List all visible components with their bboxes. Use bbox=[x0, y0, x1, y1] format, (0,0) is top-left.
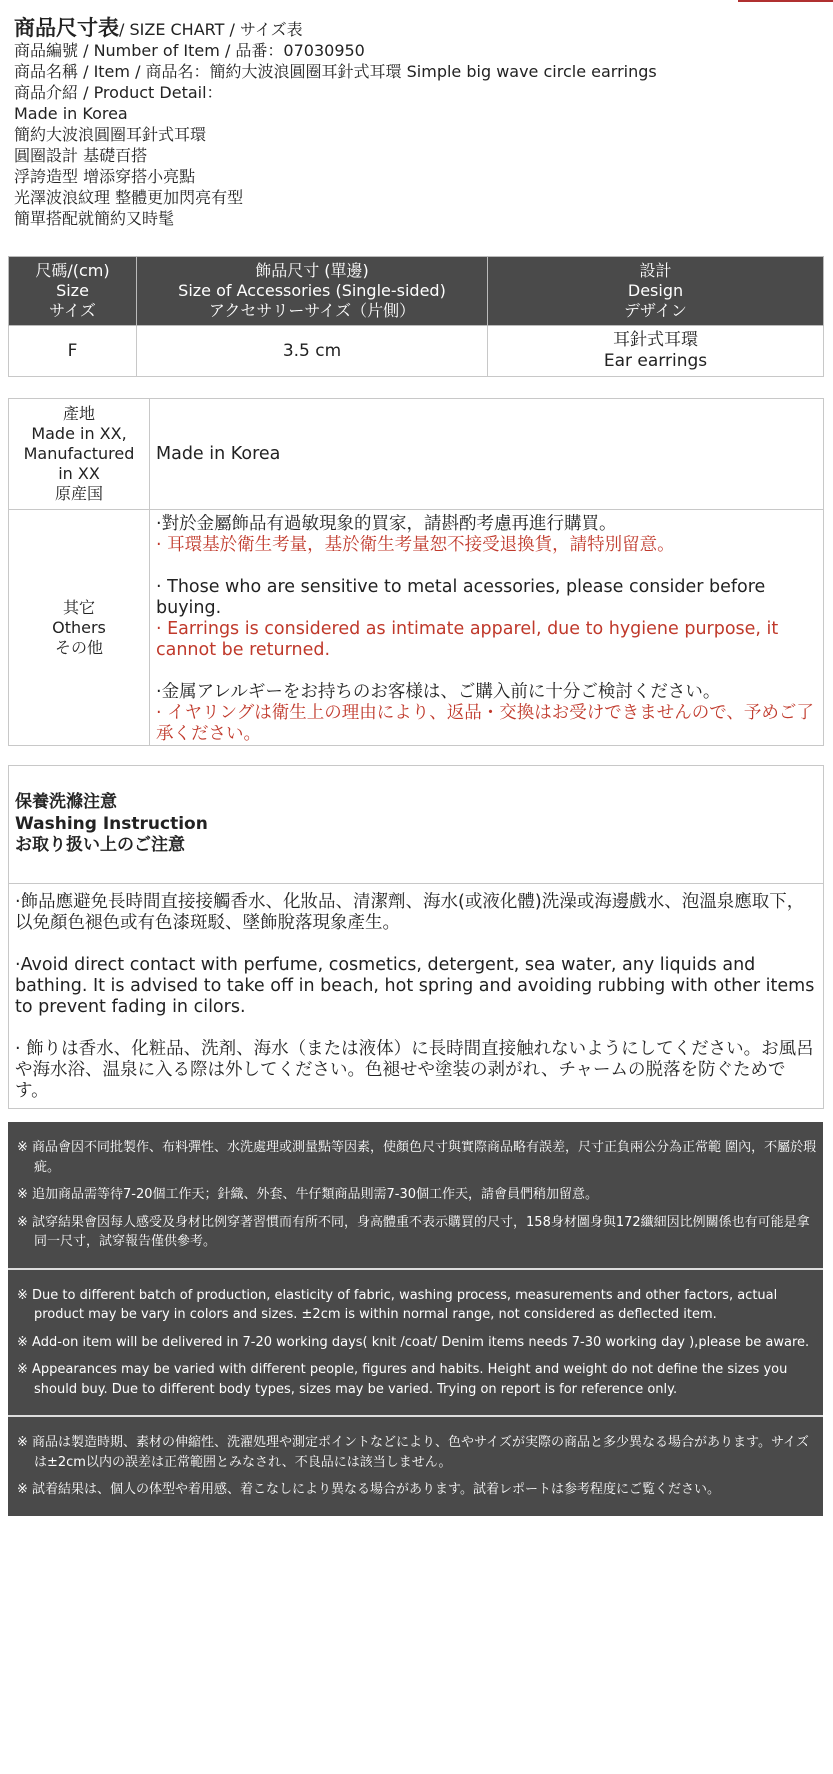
notice-block-en bbox=[8, 1270, 823, 1418]
return-note-en: · Earrings is considered as intimate apparel, due to hygiene purpose, it cannot be returned. bbox=[156, 619, 779, 660]
others-label: 其它 Others その他 bbox=[9, 510, 150, 746]
detail-line: Made in Korea bbox=[14, 104, 128, 123]
detail-line: 圓圈設計 基礎百搭 bbox=[14, 146, 148, 165]
size-column-header: 尺碼/(cm) Size サイズ bbox=[9, 257, 137, 326]
allergy-note-en: · Those who are sensitive to metal acessories, please consider before buying. bbox=[156, 577, 766, 618]
detail-line: 簡約大波浪圓圈耳針式耳環 bbox=[14, 125, 207, 144]
others-value bbox=[150, 510, 824, 746]
size-table bbox=[8, 256, 824, 377]
allergy-note-ja: ·金属アレルギーをお持ちのお客様は、ご購入前に十分ご検討ください。 bbox=[156, 682, 721, 702]
design-cell: 耳針式耳環 Ear earrings bbox=[488, 326, 824, 377]
size-chart-title: 商品尺寸表/ SIZE CHART / サイズ表 bbox=[14, 16, 303, 40]
info-table bbox=[8, 398, 824, 746]
notice-item: ※ 商品會因不同批製作、布料彈性、水洗處理或測量點等因素，使顏色尺寸與實際商品略有誤差，尺寸正負兩公分為正常範 圍內，不屬於瑕疵。 bbox=[17, 1140, 817, 1175]
table-row bbox=[9, 326, 824, 377]
notice-item: ※ Appearances may be varied with different people, figures and habits. Height and weight do not define the sizes you should buy. Due to different body types, sizes may be varied. Trying on report is for reference only. bbox=[17, 1362, 788, 1397]
notice-block-zh bbox=[8, 1122, 823, 1270]
detail-line: 浮誇造型 增添穿搭小亮點 bbox=[14, 167, 196, 186]
size-cell: F bbox=[9, 326, 137, 377]
notice-item: ※ 試着結果は、個人の体型や着用感、着こなしにより異なる場合があります。試着レポートは参考程度にご覧ください。 bbox=[17, 1482, 720, 1497]
return-note-zh: · 耳環基於衛生考量，基於衛生考量恕不接受退換貨，請特別留意。 bbox=[156, 535, 675, 555]
item-number: 商品編號 / Number of Item / 品番：07030950 bbox=[14, 41, 365, 60]
allergy-note-zh: ·對於金屬飾品有過敏現象的買家，請斟酌考慮再進行購買。 bbox=[156, 514, 617, 534]
washing-text-en: ·Avoid direct contact with perfume, cosmetics, detergent, sea water, any liquids and bathing. It is advised to take off in beach, hot spring and avoiding rubbing with other items to prevent fading in cilors. bbox=[15, 955, 815, 1017]
item-name: 商品名稱 / Item / 商品名：簡約大波浪圓圈耳針式耳環 Simple big wave circle earrings bbox=[14, 62, 657, 81]
notice-item: ※ 試穿結果會因每人感受及身材比例穿著習慣而有所不同，身高體重不表示購買的尺寸，158身材圖身與172纖細因比例關係也有可能是拿同一尺寸，試穿報告僅供參考。 bbox=[17, 1214, 810, 1249]
washing-title: 保養洗滌注意 Washing Instruction お取り扱い上のご注意 bbox=[9, 766, 823, 884]
detail-line: 簡單搭配就簡約又時髦 bbox=[14, 209, 175, 228]
notice-item: ※ 追加商品需等待7-20個工作天；針織、外套、牛仔類商品則需7-30個工作天，請會員們稍加留意。 bbox=[17, 1187, 599, 1202]
design-column-header: 設計 Design デザイン bbox=[488, 257, 824, 326]
notice-block-ja bbox=[8, 1417, 823, 1516]
notice-item: ※ Add-on item will be delivered in 7-20 working days( knit /coat/ Denim items needs 7-30 working day ),please be aware. bbox=[17, 1334, 810, 1350]
accessory-size-cell: 3.5 cm bbox=[137, 326, 488, 377]
product-header bbox=[14, 18, 814, 229]
detail-title: 商品介紹 / Product Detail： bbox=[14, 83, 223, 102]
notice-panel bbox=[8, 1122, 823, 1516]
notice-item: ※ 商品は製造時期、素材の伸縮性、洗濯処理や測定ポイントなどにより、色やサイズが実際の商品と多少異なる場合があります。サイズは±2cm以内の誤差は正常範囲とみなされ、不良品には該当しません。 bbox=[17, 1435, 809, 1470]
detail-line: 光澤波浪紋理 整體更加閃亮有型 bbox=[14, 188, 244, 207]
washing-text-zh: ·飾品應避免長時間直接接觸香水、化妝品、清潔劑、海水(或液化體)洗澡或海邊戲水、泡溫泉應取下，以免顏色褪色或有色漆斑駁、墜飾脫落現象產生。 bbox=[15, 892, 805, 933]
washing-text-ja: · 飾りは香水、化粧品、洗剤、海水（または液体）に長時間直接触れないようにしてください。お風呂や海水浴、温泉に入る際は外してください。色褪せや塗装の剥がれ、チャームの脱落を防ぐためです。 bbox=[15, 1039, 814, 1101]
washing-instruction-box bbox=[8, 765, 824, 1109]
origin-value: Made in Korea bbox=[150, 399, 824, 510]
return-note-ja: · イヤリングは衛生上の理由により、返品・交換はお受けできませんので、予めご了承ください。 bbox=[156, 703, 814, 744]
washing-body bbox=[9, 884, 823, 1108]
top-accent-bar bbox=[738, 0, 833, 2]
origin-label: 產地 Made in XX, Manufactured in XX 原産国 bbox=[9, 399, 150, 510]
accessory-size-column-header: 飾品尺寸 (單邊) Size of Accessories (Single-sided) アクセサリーサイズ（片側） bbox=[137, 257, 488, 326]
notice-item: ※ Due to different batch of production, elasticity of fabric, washing process, measurements and other factors, actual product may be vary in colors and sizes. ±2cm is within normal range, not considered as deflected item. bbox=[17, 1287, 778, 1322]
